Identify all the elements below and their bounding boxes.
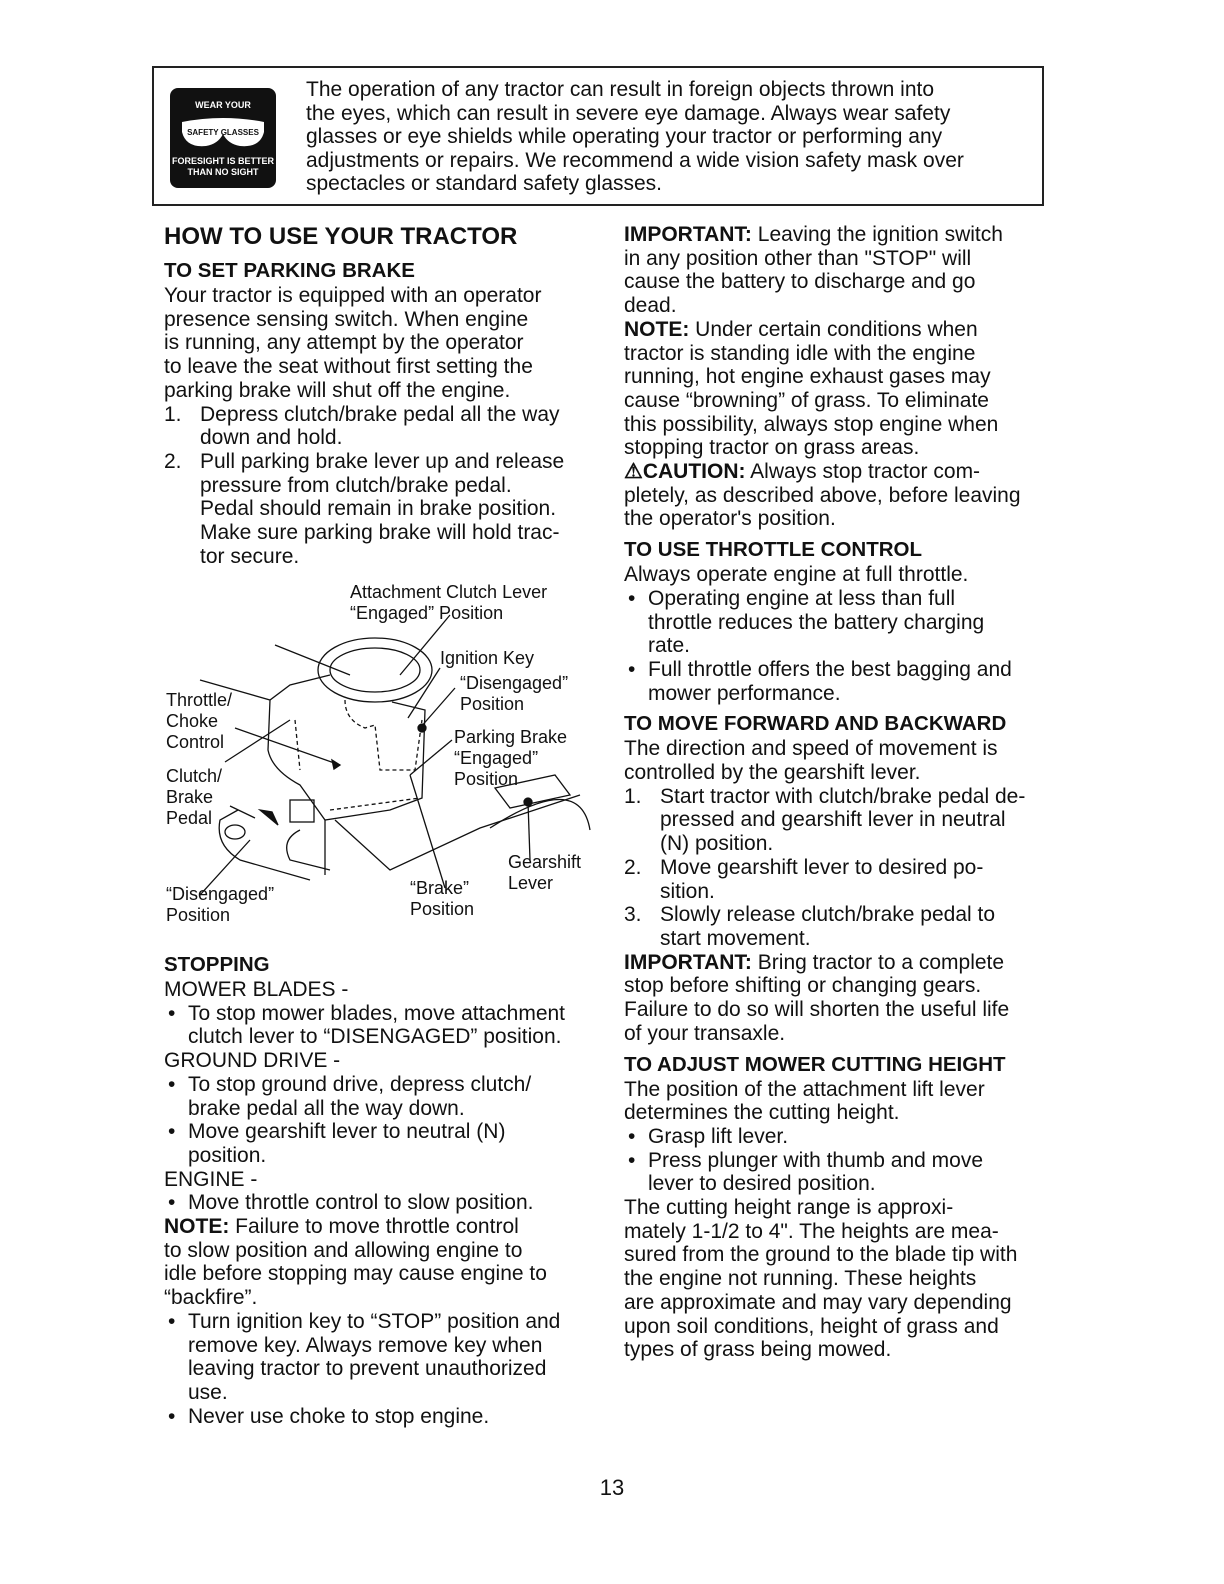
bold-label: IMPORTANT: [624, 223, 752, 246]
text-line: Full throttle offers the best bagging and [648, 657, 1012, 681]
label-line: Control [166, 732, 225, 752]
step-number: 2. [624, 855, 642, 879]
text-line: TO ADJUST MOWER CUTTING HEIGHT [624, 1052, 1006, 1076]
label-line: Gearshift [508, 852, 582, 872]
numbered-step [164, 450, 604, 569]
paragraph [624, 223, 1064, 318]
paragraph [624, 460, 1064, 531]
subsection-heading [164, 952, 604, 978]
text-line: Turn ignition key to “STOP” position and [188, 1309, 561, 1333]
step-number: 1. [164, 402, 182, 426]
label-disengaged-top [460, 673, 568, 715]
bullet-icon: • [168, 1191, 176, 1215]
text-line: Start tractor with clutch/brake pedal de- [660, 784, 1026, 808]
text-line: remove key. Always remove key when [188, 1333, 543, 1357]
text-line: Press plunger with thumb and move [648, 1148, 984, 1172]
subsection-heading [624, 711, 1064, 737]
text-line: upon soil conditions, height of grass and [624, 1314, 999, 1338]
label-line: “Brake” [410, 878, 470, 898]
text-line: sition. [660, 879, 715, 903]
label-brake-position [410, 878, 474, 920]
text-line: STOPPING [164, 953, 270, 976]
text-line: The position of the attachment lift lever [624, 1077, 985, 1101]
step-number: 1. [624, 784, 642, 808]
paragraph [624, 1078, 1064, 1125]
numbered-step [624, 785, 1064, 856]
label-line: Brake [166, 787, 214, 807]
label-gearshift-lever [508, 852, 581, 894]
text-line: tor secure. [200, 544, 300, 568]
bullet-item [624, 658, 1064, 705]
left-column-top [164, 222, 604, 568]
text-line: GROUND DRIVE - [164, 1049, 341, 1073]
text-line: clutch lever to “DISENGAGED” position. [188, 1025, 562, 1049]
text-line: Never use choke to stop engine. [188, 1404, 490, 1428]
warning-line: glasses or eye shields while operating your tractor or performing any [306, 125, 943, 148]
text-line: TO SET PARKING BRAKE [164, 259, 415, 282]
numbered-step [164, 403, 604, 450]
text-line: cause “browning” of grass. To eliminate [624, 388, 989, 412]
bullet-item [164, 1310, 604, 1405]
text-line: mately 1-1/2 to 4". The heights are mea- [624, 1219, 999, 1243]
warning-line: spectacles or standard safety glasses. [306, 172, 663, 195]
text-line: the engine not running. These heights [624, 1267, 977, 1291]
label-line: Throttle/ [166, 690, 233, 710]
text-line: Failure to do so will shorten the useful life [624, 998, 1010, 1022]
bullet-item [164, 1002, 604, 1049]
text-line: presence sensing switch. When engine [164, 307, 529, 331]
text-line: TO MOVE FORWARD AND BACKWARD [624, 712, 1007, 736]
icon-text-bottom-1: FORESIGHT IS BETTER [171, 156, 274, 166]
text-line: determines the cutting height. [624, 1101, 900, 1125]
text-line: stop before shifting or changing gears. [624, 974, 982, 998]
bullet-item [164, 1120, 604, 1167]
bullet-item [164, 1405, 604, 1429]
label-line: Position [410, 899, 475, 919]
bullet-icon: • [628, 1124, 636, 1148]
text-line: idle before stopping may cause engine to [164, 1262, 547, 1286]
bullet-item [624, 1125, 1064, 1149]
text-line: Move gearshift lever to desired po- [660, 855, 984, 879]
text-line: tractor is standing idle with the engine [624, 341, 976, 365]
text-line: in any position other than "STOP" will [624, 246, 972, 270]
label-line: “Engaged” Position [350, 603, 504, 623]
icon-text-top: WEAR YOUR [195, 100, 251, 110]
bullet-icon: • [628, 1148, 636, 1172]
icon-text-middle: SAFETY GLASSES [187, 128, 259, 137]
bullet-icon: • [168, 1120, 176, 1144]
text-line: The direction and speed of movement is [624, 737, 998, 761]
text-line: to leave the seat without first setting the [164, 355, 533, 379]
paragraph [164, 284, 604, 403]
text-line: MOWER BLADES - [164, 978, 349, 1001]
paragraph [164, 1049, 604, 1073]
text-line: to slow position and allowing engine to [164, 1238, 523, 1262]
text-line: Pull parking brake lever up and release [200, 449, 565, 473]
text-line: lever to desired position. [648, 1172, 876, 1196]
paragraph [624, 563, 1064, 587]
bold-label: IMPORTANT: [624, 950, 752, 974]
text-line: To stop mower blades, move attachment [188, 1001, 566, 1025]
text-line: pressed and gearshift lever in neutral [660, 808, 1006, 832]
label-attachment-clutch [350, 582, 547, 624]
text-line: are approximate and may vary depending [624, 1290, 1012, 1314]
text-line: Depress clutch/brake pedal all the way [200, 402, 560, 426]
icon-text-bottom-2: THAN NO SIGHT [187, 167, 259, 177]
label-clutch-brake-pedal [166, 766, 222, 829]
text-line: Your tractor is equipped with an operator [164, 284, 542, 307]
text-line: NOTE: Under certain conditions when [624, 317, 978, 341]
text-line: ⚠CAUTION: Always stop tractor com- [624, 460, 981, 484]
step-number: 3. [624, 903, 642, 927]
text-line: down and hold. [200, 426, 343, 450]
text-line: mower performance. [648, 681, 841, 705]
paragraph [624, 737, 1064, 784]
page-number: 13 [599, 1475, 625, 1500]
bullet-item [624, 1149, 1064, 1196]
text-line: types of grass being mowed. [624, 1338, 892, 1362]
text-line: Move gearshift lever to neutral (N) [188, 1120, 506, 1144]
label-line: Clutch/ [166, 766, 223, 786]
text-line: stopping tractor on grass areas. [624, 436, 920, 460]
text-line: position. [188, 1143, 267, 1167]
bullet-icon: • [168, 1309, 176, 1333]
text-line: throttle reduces the battery charging [648, 610, 985, 634]
text-line: TO USE THROTTLE CONTROL [624, 538, 923, 562]
text-line: Pedal should remain in brake position. [200, 497, 557, 521]
right-column [624, 223, 1064, 1362]
warning-line: The operation of any tractor can result in foreign objects thrown into [306, 78, 935, 101]
text-line: running, hot engine exhaust gases may [624, 365, 991, 389]
text-line: parking brake will shut off the engine. [164, 378, 511, 402]
text-line: sured from the ground to the blade tip with [624, 1243, 1018, 1267]
bold-label: ⚠CAUTION: [624, 460, 746, 484]
label-line: Parking Brake [454, 727, 568, 747]
bullet-item [624, 587, 1064, 658]
text-line: this possibility, always stop engine when [624, 412, 999, 436]
text-line: IMPORTANT: Bring tractor to a complete [624, 950, 1005, 974]
numbered-step [624, 903, 1064, 950]
label-line: Lever [508, 873, 554, 893]
tractor-controls-diagram [160, 570, 600, 930]
text-line: cause the battery to discharge and go [624, 270, 976, 294]
text-line: pressure from clutch/brake pedal. [200, 473, 512, 497]
label-line: Choke [166, 711, 219, 731]
safety-glasses-icon [170, 88, 276, 188]
text-line: IMPORTANT: Leaving the ignition switch [624, 223, 1003, 246]
text-line: The cutting height range is approxi- [624, 1196, 954, 1220]
subsection-heading [624, 1052, 1064, 1078]
text-line: controlled by the gearshift lever. [624, 761, 921, 785]
label-parking-brake [454, 727, 567, 790]
paragraph [624, 1196, 1064, 1362]
subsection-heading [164, 258, 604, 284]
text-line: rate. [648, 634, 691, 658]
text-line: Grasp lift lever. [648, 1124, 789, 1148]
label-line: “Disengaged” [460, 673, 569, 693]
text-line: dead. [624, 294, 677, 318]
step-number: 2. [164, 449, 182, 473]
paragraph [624, 951, 1064, 1046]
safety-warning-box [152, 66, 1044, 206]
text-line: Make sure parking brake will hold trac- [200, 521, 560, 545]
bold-label: NOTE: [164, 1215, 230, 1239]
warning-text [306, 78, 964, 196]
bullet-item [164, 1191, 604, 1215]
text-line: pletely, as described above, before leaving [624, 483, 1021, 507]
text-line: (N) position. [660, 832, 774, 856]
section-heading [164, 222, 604, 252]
text-line: Always operate engine at full throttle. [624, 563, 969, 587]
bullet-icon: • [168, 1072, 176, 1096]
text-line: the operator's position. [624, 507, 836, 531]
text-line: “backfire”. [164, 1286, 258, 1310]
text-line: Operating engine at less than full [648, 586, 956, 610]
bold-label: NOTE: [624, 317, 690, 341]
bullet-icon: • [628, 586, 636, 610]
label-disengaged-bottom [166, 884, 274, 926]
text-line: To stop ground drive, depress clutch/ [188, 1072, 532, 1096]
text-line: NOTE: Failure to move throttle control [164, 1215, 519, 1239]
text-line: Move throttle control to slow position. [188, 1191, 534, 1215]
label-line: Position [460, 694, 525, 714]
icon-text-bottom [170, 156, 276, 178]
label-line: “Disengaged” [166, 884, 275, 904]
left-column-bottom [164, 952, 604, 1428]
label-throttle-choke [166, 690, 232, 753]
numbered-step [624, 856, 1064, 903]
warning-line: adjustments or repairs. We recommend a wide vision safety mask over [306, 148, 964, 172]
bullet-icon: • [168, 1404, 176, 1428]
label-line: Attachment Clutch Lever [350, 582, 548, 602]
text-line: Slowly release clutch/brake pedal to [660, 903, 996, 927]
label-line: Position [166, 905, 231, 925]
label-line: Position [454, 769, 519, 789]
warning-line: the eyes, which can result in severe eye damage. Always wear safety [306, 101, 951, 125]
paragraph [624, 318, 1064, 460]
text-line: brake pedal all the way down. [188, 1096, 465, 1120]
text-line: HOW TO USE YOUR TRACTOR [164, 223, 518, 250]
text-line: ENGINE - [164, 1167, 258, 1191]
text-line: of your transaxle. [624, 1021, 786, 1045]
text-line: leaving tractor to prevent unauthorized [188, 1357, 547, 1381]
text-line: start movement. [660, 926, 811, 950]
subsection-heading [624, 537, 1064, 563]
paragraph [164, 1215, 604, 1310]
bullet-item [164, 1073, 604, 1120]
paragraph [164, 1168, 604, 1192]
label-ignition-key: Ignition Key [440, 648, 535, 668]
label-line: Pedal [166, 808, 213, 828]
paragraph [164, 978, 604, 1002]
text-line: use. [188, 1380, 228, 1404]
bullet-icon: • [168, 1001, 176, 1025]
bullet-icon: • [628, 657, 636, 681]
label-line: “Engaged” [454, 748, 539, 768]
text-line: is running, any attempt by the operator [164, 331, 524, 355]
